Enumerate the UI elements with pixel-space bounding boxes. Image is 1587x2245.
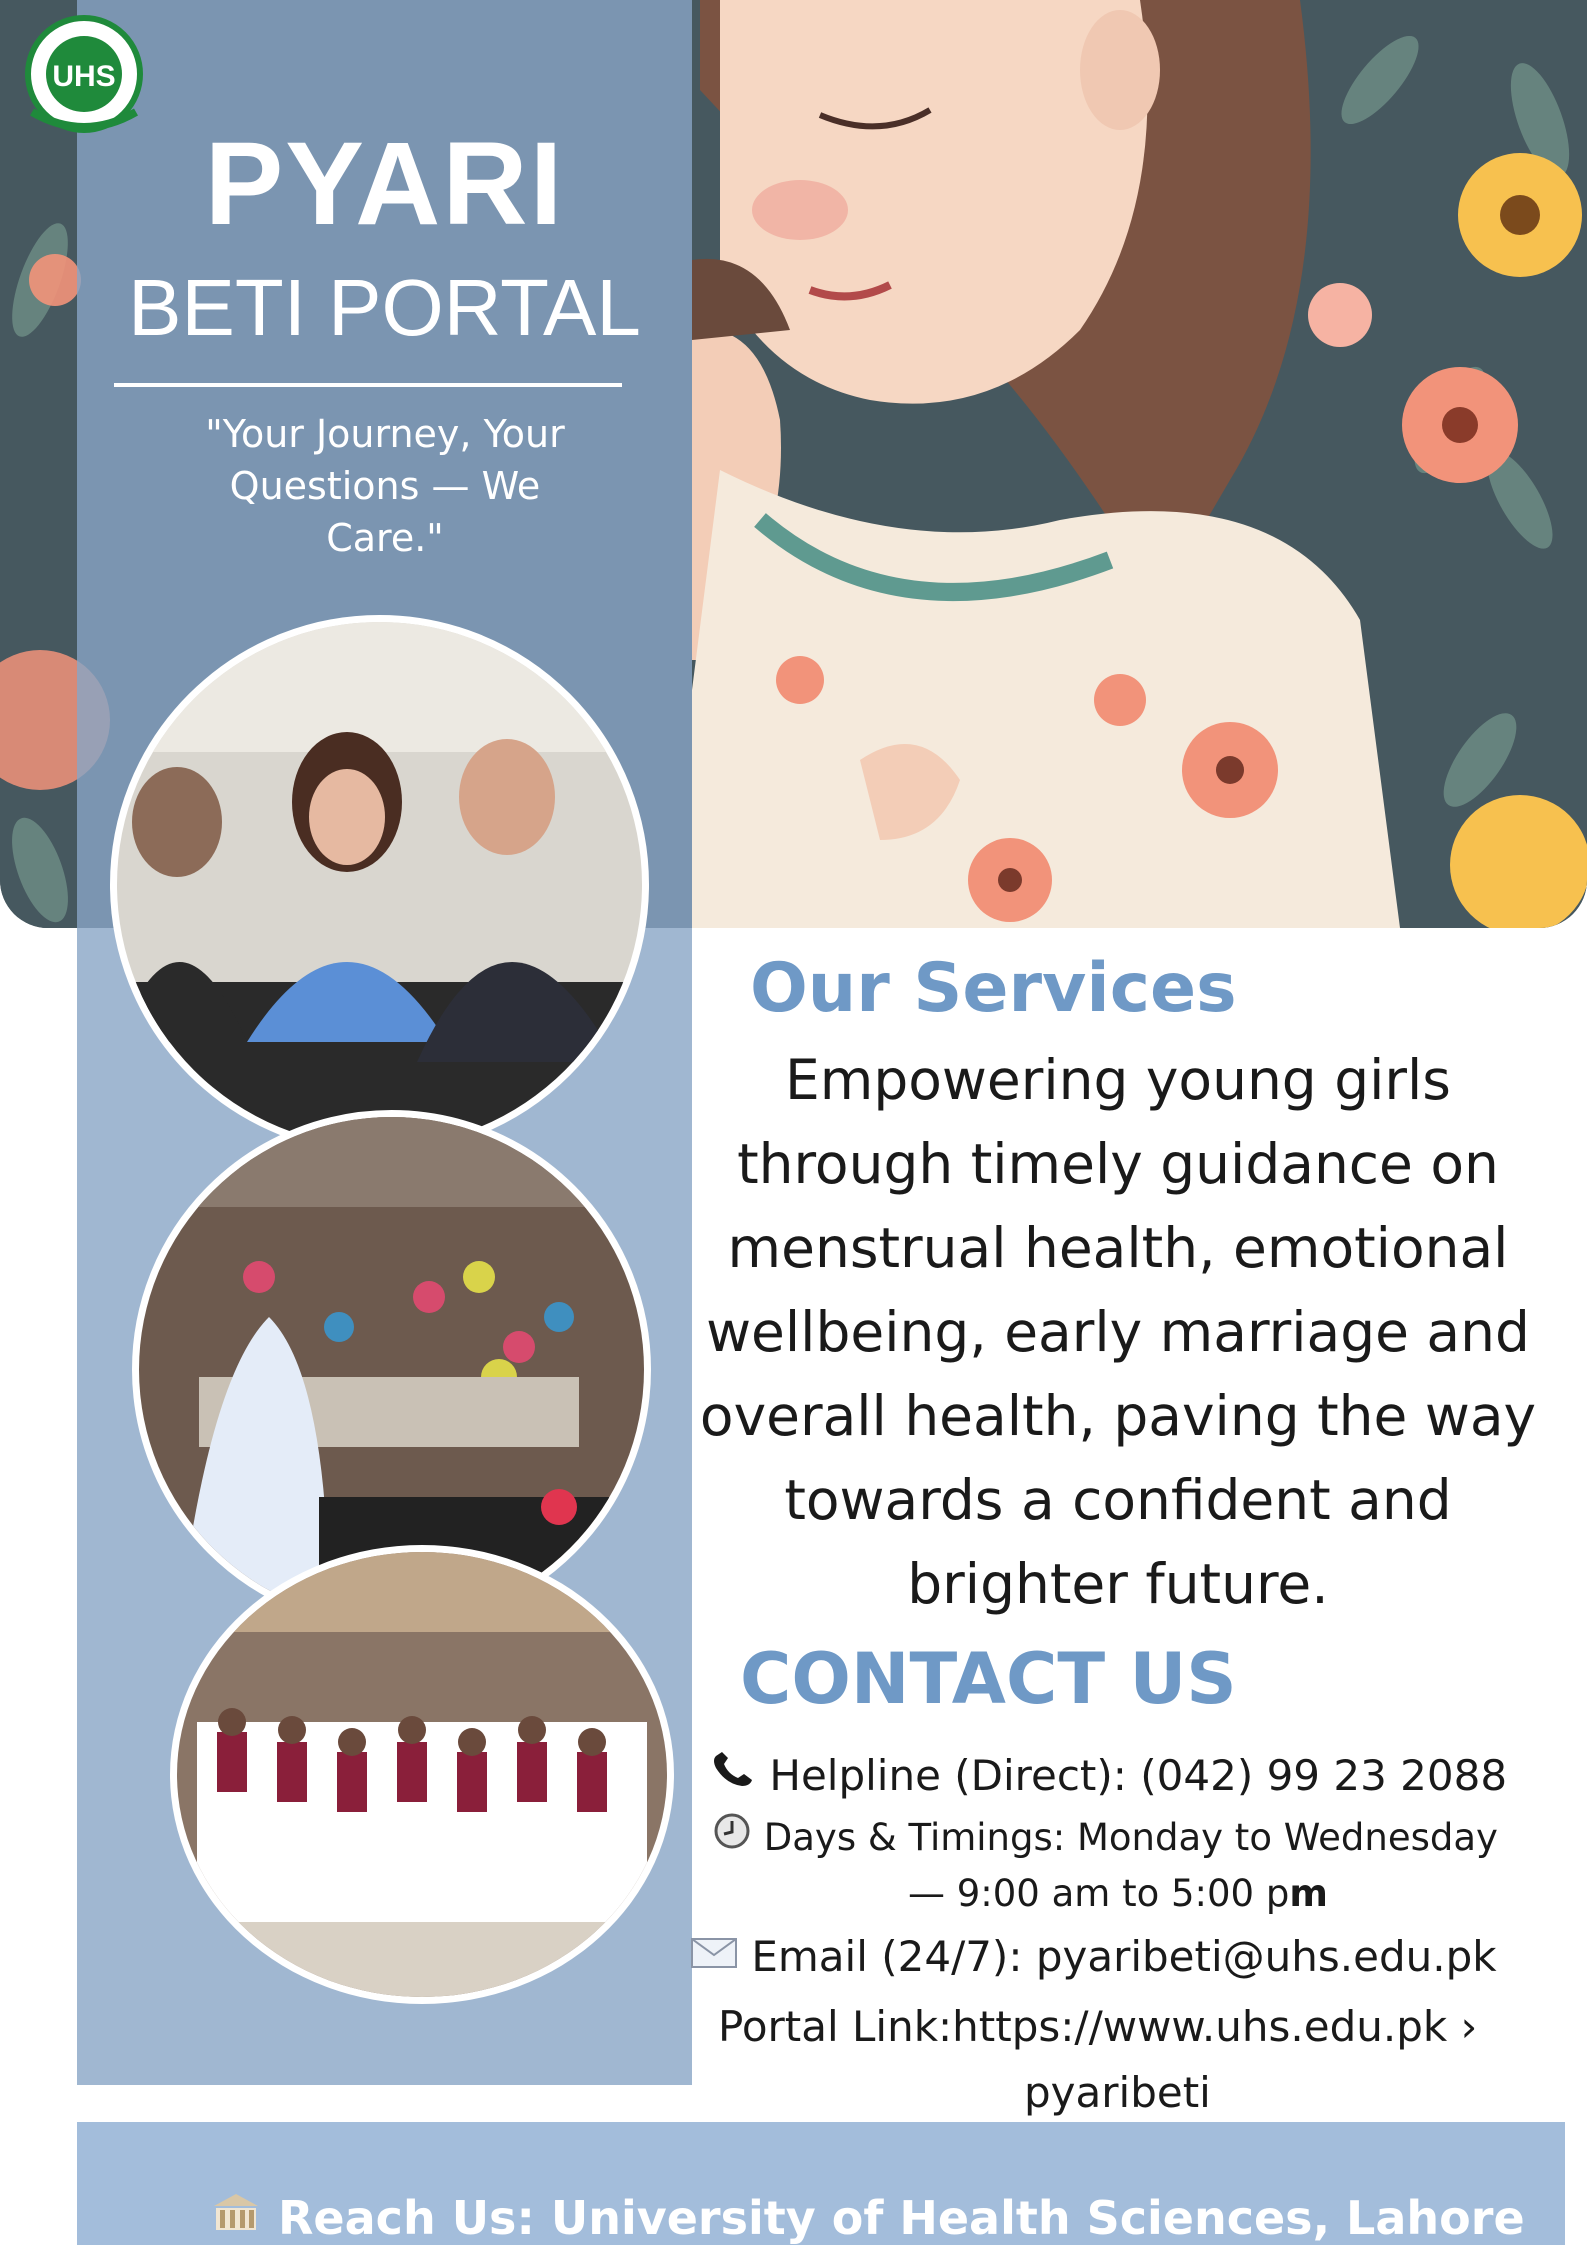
timings-hours-suffix: m [1289, 1872, 1328, 1915]
services-line: Empowering young girls [785, 1048, 1451, 1112]
timings-hours-text: — 9:00 am to 5:00 p [908, 1872, 1290, 1915]
phone-icon [710, 1750, 756, 1800]
students-group-photo [170, 1545, 674, 2004]
timings [712, 1812, 1498, 1859]
services-heading: Our Services [750, 949, 1237, 1028]
footer-reach-us [210, 2190, 1525, 2245]
tagline-line-3: Care." [326, 516, 444, 560]
portal-link[interactable]: Portal Link:https://www.uhs.edu.pk › [718, 2002, 1478, 2051]
tagline-line-1: "Your Journey, Your [205, 412, 565, 456]
services-description [688, 1038, 1548, 1626]
services-line: brighter future. [907, 1552, 1329, 1616]
services-line: menstrual health, emotional [727, 1216, 1509, 1280]
portal-link-line-2 [1024, 2068, 1211, 2117]
email [690, 1932, 1497, 1981]
page-subtitle: BETI PORTAL [128, 263, 641, 352]
timings-hours [908, 1872, 1328, 1915]
services-line: towards a confident and [784, 1468, 1452, 1532]
email-link[interactable]: Email (24/7): pyaribeti@uhs.edu.pk [751, 1932, 1497, 1981]
portal-link-suffix[interactable]: pyaribeti [1024, 2068, 1211, 2117]
timings-text: Days & Timings: Monday to Wednesday [763, 1816, 1498, 1859]
page-title: PYARI [204, 118, 565, 250]
uhs-logo [14, 14, 154, 140]
building-icon [210, 2190, 262, 2245]
title-divider [114, 383, 622, 387]
contact-heading: CONTACT US [740, 1638, 1237, 1720]
footer-reach-us-text: Reach Us: University of Health Sciences, Lahore [278, 2191, 1525, 2245]
portal-link-line [718, 2002, 1477, 2051]
clock-icon [712, 1812, 752, 1859]
event-photo-panel [110, 615, 649, 1154]
services-line: wellbeing, early marriage and [706, 1300, 1530, 1364]
helpline-text: Helpline (Direct): (042) 99 23 2088 [769, 1751, 1508, 1800]
tagline-line-2: Questions — We [229, 464, 541, 508]
services-line: through timely guidance on [737, 1132, 1499, 1196]
envelope-icon [690, 1932, 738, 1981]
tagline [150, 408, 620, 564]
logo-text: UHS [52, 60, 116, 93]
services-line: overall health, paving the way [699, 1384, 1537, 1448]
helpline [710, 1750, 1507, 1800]
